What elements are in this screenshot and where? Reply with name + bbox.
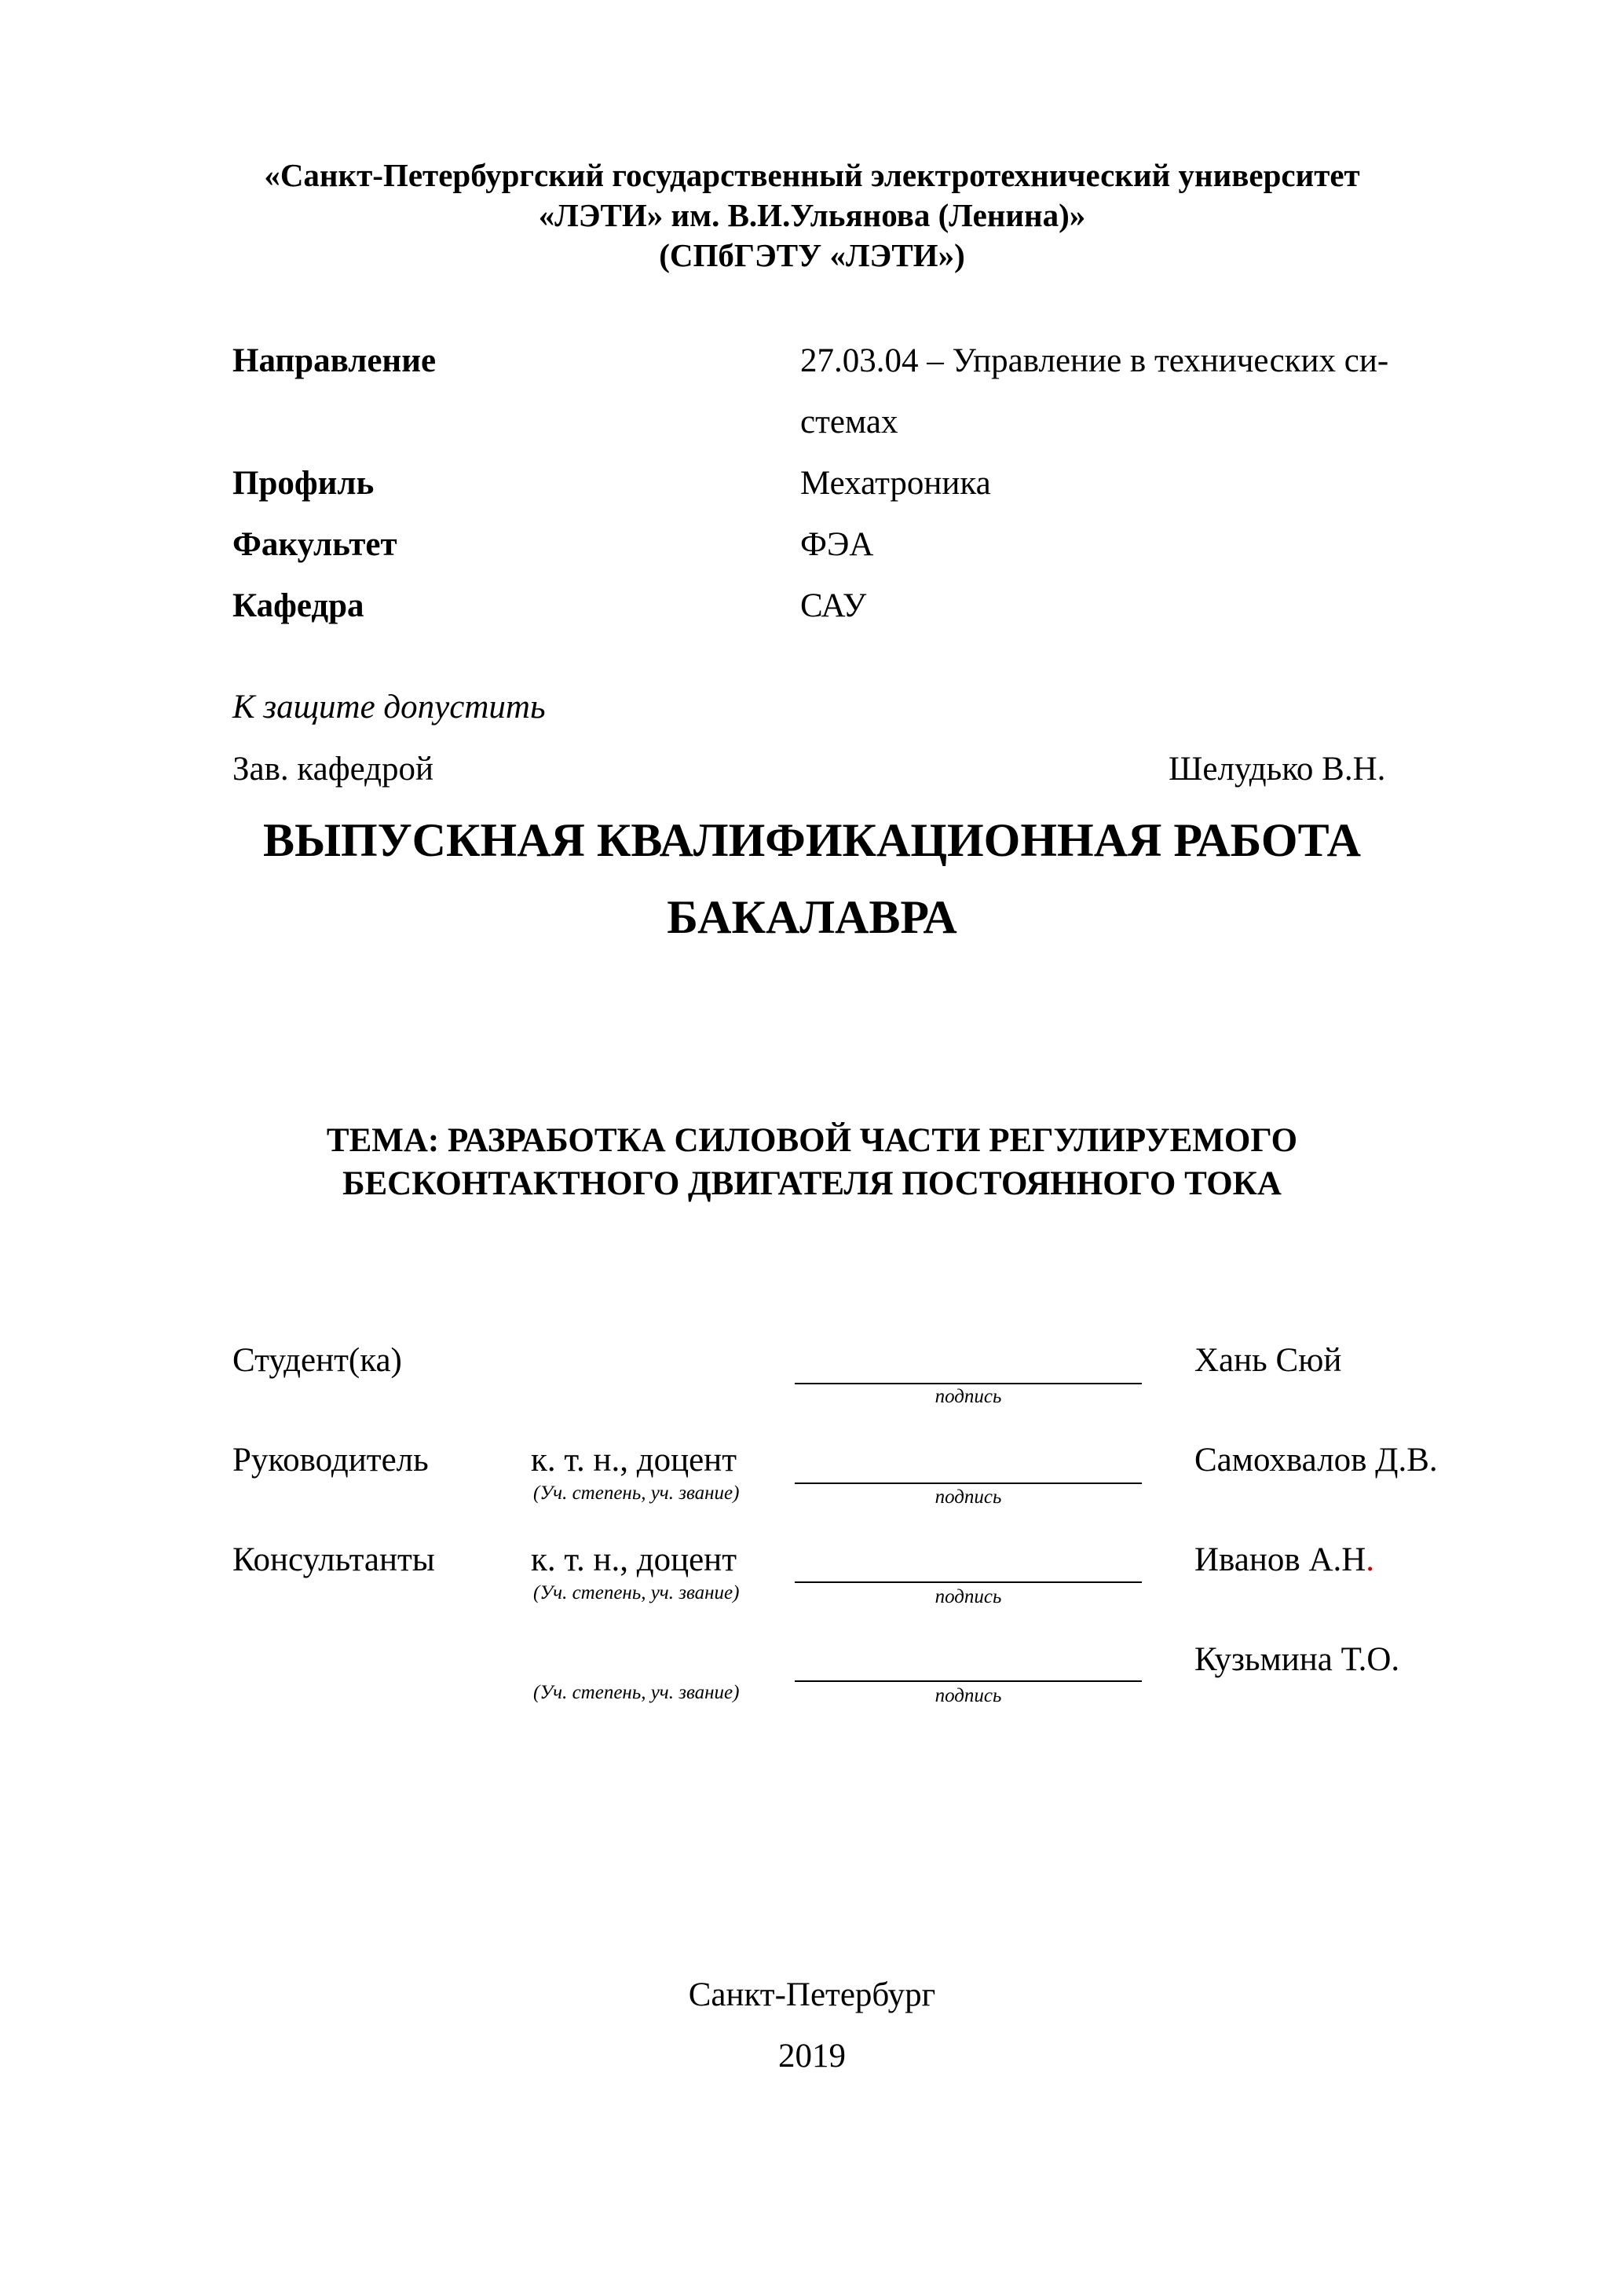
direction-value-line1: 27.03.04 – Управление в технических си- [800,342,1389,379]
department-label: Кафедра [232,587,364,624]
document-title-line2: БАКАЛАВРА [667,891,957,943]
head-of-department-label: Зав. кафедрой [232,751,434,788]
direction-label: Направление [232,342,437,379]
university-name-line2: «ЛЭТИ» им. В.И.Ульянова (Ленина)» [538,197,1086,233]
consultant1-name-dot: . [1366,1541,1375,1578]
year: 2019 [778,2038,846,2075]
profile-label: Профиль [232,465,375,502]
student-signature-line [795,1383,1142,1384]
university-abbreviation: (СПбГЭТУ «ЛЭТИ») [659,237,965,273]
supervisor-degree-caption: (Уч. степень, уч. звание) [533,1483,740,1504]
profile-value: Мехатроника [800,465,991,502]
consultant2-signature-line [795,1680,1142,1682]
document-title-line1: ВЫПУСКНАЯ КВАЛИФИКАЦИОННАЯ РАБОТА [263,814,1361,866]
university-name-line1: «Санкт-Петербургский государственный электротехнический университет [264,157,1360,193]
supervisor-signature-caption: подпись [935,1486,1002,1508]
city: Санкт-Петербург [688,1976,936,2013]
consultants-role: Консультанты [232,1541,435,1578]
student-role: Студент(ка) [232,1342,402,1379]
faculty-label: Факультет [232,526,397,563]
consultant1-name-text: Иванов А.Н [1194,1541,1366,1578]
head-of-department-name: Шелудько В.Н. [1169,751,1386,788]
consultant1-name [1194,1541,1374,1580]
supervisor-name: Самохвалов Д.В. [1194,1442,1438,1479]
consultant2-name: Кузьмина Т.О. [1194,1641,1400,1678]
student-signature-caption: подпись [935,1386,1002,1407]
supervisor-role: Руководитель [232,1442,429,1479]
consultant1-signature-line [795,1581,1142,1583]
consultant1-degree: к. т. н., доцент [531,1541,737,1578]
thesis-topic-line2: БЕСКОНТАКТНОГО ДВИГАТЕЛЯ ПОСТОЯННОГО ТОКА [342,1165,1282,1202]
student-name: Хань Сюй [1194,1342,1342,1379]
direction-value-line2: стемах [800,404,898,441]
supervisor-signature-line [795,1483,1142,1484]
consultant2-degree-caption: (Уч. степень, уч. звание) [533,1682,740,1703]
consultant1-degree-caption: (Уч. степень, уч. звание) [533,1582,740,1603]
university-header [0,157,1624,275]
thesis-topic-line1: ТЕМА: РАЗРАБОТКА СИЛОВОЙ ЧАСТИ РЕГУЛИРУЕМОГО [326,1122,1298,1159]
supervisor-degree: к. т. н., доцент [531,1442,737,1479]
faculty-value: ФЭА [800,526,874,563]
department-value: САУ [800,587,867,624]
consultant1-signature-caption: подпись [935,1586,1002,1607]
admit-to-defense: К защите допустить [232,689,546,726]
consultant2-signature-caption: подпись [935,1685,1002,1706]
